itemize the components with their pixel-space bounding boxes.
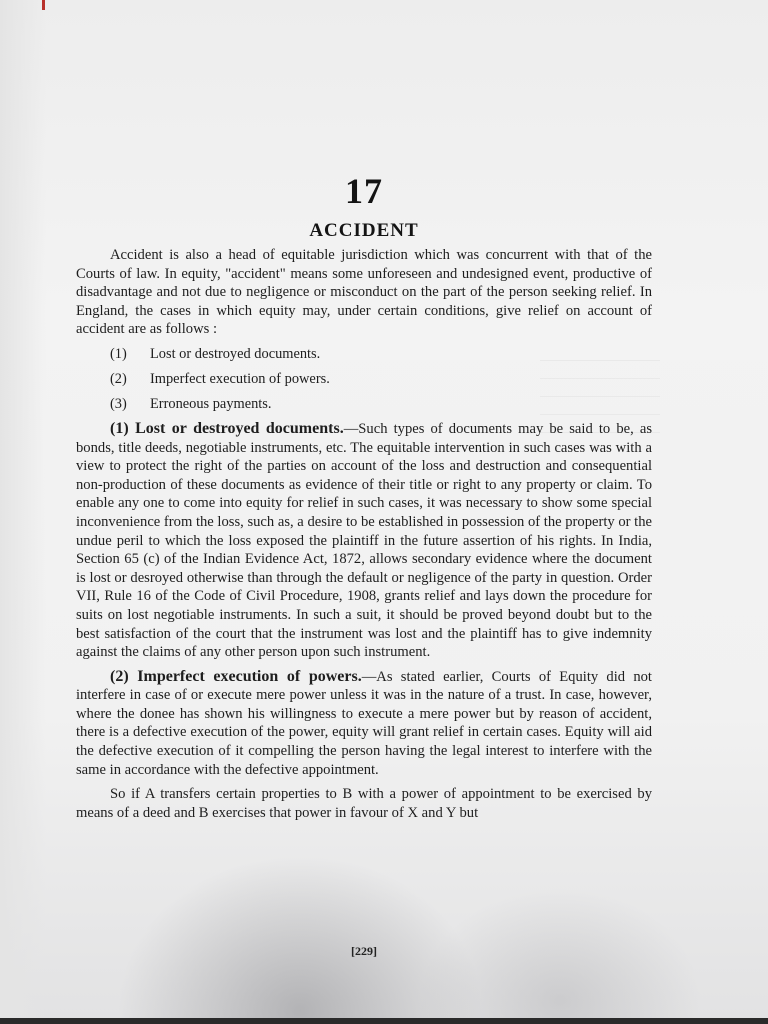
section-heading: (1) Lost or destroyed documents. xyxy=(110,419,344,437)
list-item-number: (2) xyxy=(110,370,127,387)
bookmark-ribbon xyxy=(42,0,45,10)
list-item-text: Lost or destroyed documents. xyxy=(150,345,321,362)
closing-paragraph: So if A transfers certain properties to B with a power of appointment to be exercised by means of a deed and B exercises that power in favour of X and Y but xyxy=(76,786,652,821)
section-text: —Such types of documents may be said to be, as bonds, title deeds, negotiable instruments, etc. The equitable intervention in such cases was with a view to protect the right of the parties on account of the loss and destruction and consequential non-production of these documents as evidence of their title or right to any property or claim. To enable any one to come into equity for relief in such cases, it was necessary to show some special inconvenience from the loss, such as, a desire to be established in possession of the property or the undue peril to which the loss exposed the plaintiff in the future assertion of his rights. In India, Section 65 (c) of the Indian Evidence Act, 1872, allows secondary evidence where the document is lost or desroyed otherwise than through the default or negligence of the party in question. Order VII, Rule 16 of the Code of Civil Procedure, 1908, grants relief and lays down the procedure for suits on lost negotiable instruments. In such a suit, it should be proved beyond doubt but to the best satisfaction of the court that the instrument was lost and the plaintiff has to give indemnity against the claims of any other person upon such instrument. xyxy=(76,420,653,661)
intro-paragraph: Accident is also a head of equitable jurisdiction which was concurrent with that of the Courts of law. In equity, "accident" means some unforeseen and undesigned event, productive of disadvantage and not due to negligence or misconduct on the part of the person seeking relief. In England, the cases in which equity may, under certain conditions, give relief on account of accident are as follows : xyxy=(76,247,652,338)
chapter-title: ACCIDENT xyxy=(309,220,419,241)
section-imperfect-execution xyxy=(76,668,652,780)
list-item-number: (1) xyxy=(110,345,127,362)
page-bottom-edge xyxy=(0,1018,768,1024)
page-left-edge xyxy=(0,0,46,1024)
page-number: [229] xyxy=(351,944,377,958)
list-item-text: Erroneous payments. xyxy=(150,395,272,412)
chapter-number: 17 xyxy=(345,171,383,211)
section-heading: (2) Imperfect execution of powers. xyxy=(110,667,362,685)
list-item-number: (3) xyxy=(110,395,127,412)
chapter-body xyxy=(76,246,652,828)
list-item xyxy=(76,370,652,389)
list-item-text: Imperfect execution of powers. xyxy=(150,370,330,387)
list-item xyxy=(76,345,652,364)
section-text: —As stated earlier, Courts of Equity did not interfere in case of or execute mere power unless it was in the nature of a trust. In case, however, where the donee has shown his willingness to execute a mere power but by reason of accident, there is a defective execution of the power, equity will grant relief in certain cases. Equity will aid the defective execution of it compelling the person having the legal interest to interfere with the same in accordance with the defective appointment. xyxy=(76,668,652,778)
accident-cases-list xyxy=(76,345,652,414)
section-lost-documents xyxy=(76,420,652,662)
list-item xyxy=(76,395,652,414)
